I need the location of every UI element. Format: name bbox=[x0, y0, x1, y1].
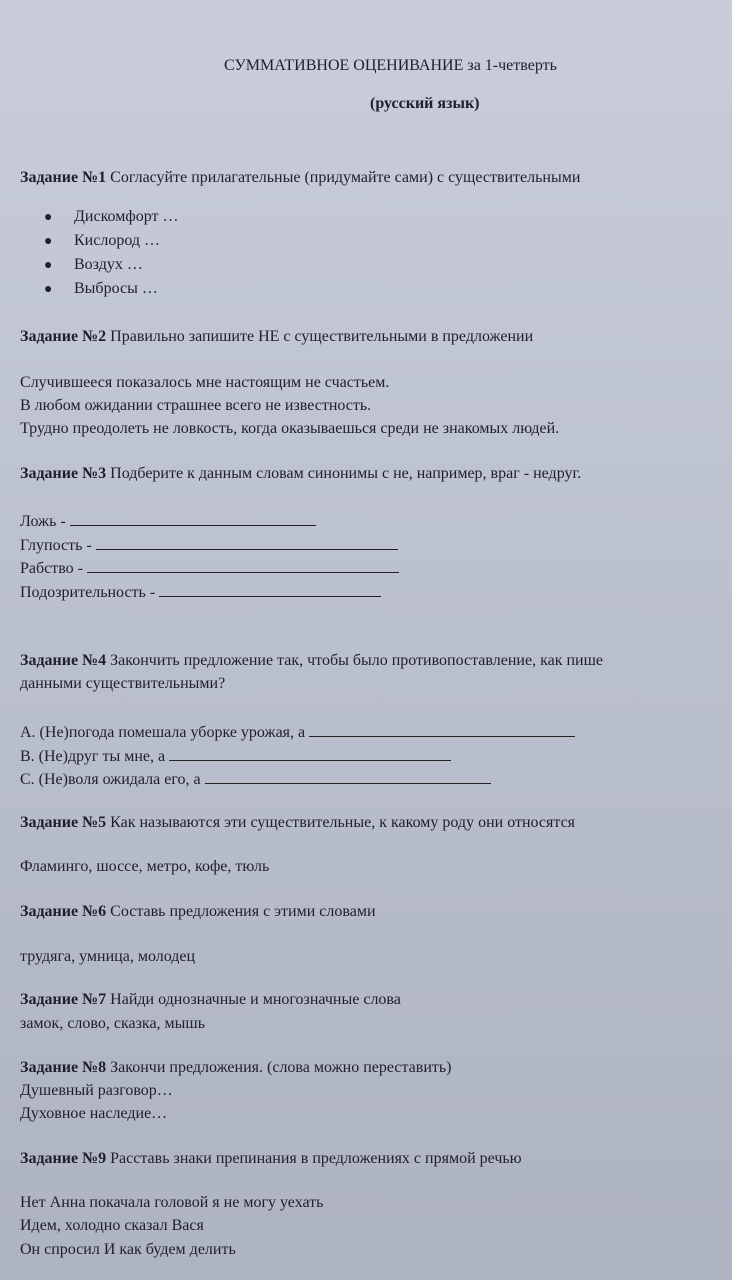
task-4-item-label: A. (Не)погода помешала уборке урожая, а bbox=[20, 724, 306, 741]
answer-blank[interactable] bbox=[159, 581, 381, 597]
task-9-text: Расставь знаки препинания в предложениях с прямой речью bbox=[110, 1150, 522, 1167]
task-5-words: Фламинго, шоссе, метро, кофе, тюль bbox=[20, 858, 270, 875]
task-3-item bbox=[20, 581, 381, 603]
answer-blank[interactable] bbox=[70, 510, 316, 526]
list-item-text: Выбросы … bbox=[74, 280, 158, 297]
list-item bbox=[44, 277, 179, 301]
task-4-number: Задание №4 bbox=[20, 652, 107, 669]
task-9-number: Задание №9 bbox=[20, 1150, 107, 1167]
task-4-heading bbox=[20, 651, 732, 671]
task-3-item bbox=[20, 510, 316, 532]
task-7-text: Найди однозначные и многозначные слова bbox=[110, 991, 401, 1008]
task-2-sentence: Случившееся показалось мне настоящим не счастьем. bbox=[20, 374, 390, 391]
task-8-text: Закончи предложения. (слова можно переставить) bbox=[110, 1059, 452, 1076]
task-2-text: Правильно запишите НЕ с существительными в предложении bbox=[110, 328, 534, 345]
task-7-heading bbox=[20, 990, 401, 1010]
task-4-item-label: C. (Не)воля ожидала его, а bbox=[20, 771, 201, 788]
task-1-bullet-list bbox=[44, 205, 179, 301]
answer-blank[interactable] bbox=[309, 721, 575, 737]
task-4-item-label: B. (Не)друг ты мне, а bbox=[20, 748, 166, 765]
task-2-sentence: Трудно преодолеть не ловкость, когда оказываешься среди не знакомых людей. bbox=[20, 420, 560, 437]
task-9-sentence: Он спросил И как будем делить bbox=[20, 1241, 236, 1258]
task-2-number: Задание №2 bbox=[20, 328, 107, 345]
list-item-text: Кислород … bbox=[74, 232, 160, 249]
task-1-text: Согласуйте прилагательные (придумайте сами) с существительными bbox=[110, 169, 581, 186]
task-8-phrase: Душевный разговор… bbox=[20, 1082, 173, 1099]
task-3-item-label: Глупость - bbox=[20, 537, 92, 554]
bullet-icon: ● bbox=[44, 234, 53, 249]
task-9-heading bbox=[20, 1149, 522, 1169]
task-5-text: Как называются эти существительные, к какому роду они относятся bbox=[110, 814, 576, 831]
task-5-number: Задание №5 bbox=[20, 814, 107, 831]
answer-blank[interactable] bbox=[169, 745, 451, 761]
list-item-text: Дискомфорт … bbox=[74, 208, 179, 225]
document-subtitle: (русский язык) bbox=[370, 95, 480, 112]
list-item bbox=[44, 205, 179, 229]
task-3-number: Задание №3 bbox=[20, 465, 107, 482]
task-6-heading bbox=[20, 902, 376, 922]
list-item bbox=[44, 229, 179, 253]
task-3-item-label: Рабство - bbox=[20, 560, 84, 577]
task-2-sentence: В любом ожидании страшнее всего не известность. bbox=[20, 397, 372, 414]
task-6-words: трудяга, умница, молодец bbox=[20, 948, 196, 965]
task-4-item bbox=[20, 745, 451, 767]
task-6-text: Составь предложения с этими словами bbox=[110, 903, 376, 920]
task-4-item bbox=[20, 721, 575, 743]
task-3-item-label: Подозрительность - bbox=[20, 584, 156, 601]
bullet-icon: ● bbox=[44, 210, 53, 225]
task-7-words: замок, слово, сказка, мышь bbox=[20, 1015, 206, 1032]
task-3-item bbox=[20, 557, 399, 579]
task-1-heading bbox=[20, 168, 580, 188]
task-3-item bbox=[20, 534, 398, 556]
list-item-text: Воздух … bbox=[74, 256, 143, 273]
task-4-text: Закончить предложение так, чтобы было противопоставление, как пише bbox=[110, 652, 604, 669]
task-2-heading bbox=[20, 327, 533, 347]
answer-blank[interactable] bbox=[205, 768, 491, 784]
task-8-heading bbox=[20, 1058, 452, 1078]
task-9-sentence: Идем, холодно сказал Вася bbox=[20, 1217, 204, 1234]
answer-blank[interactable] bbox=[96, 534, 398, 550]
task-4-text-continued: данными существительными? bbox=[20, 675, 226, 692]
task-3-item-label: Ложь - bbox=[20, 513, 66, 530]
task-3-text: Подберите к данным словам синонимы с не, например, враг - недруг. bbox=[110, 465, 582, 482]
task-8-phrase: Духовное наследие… bbox=[20, 1105, 168, 1122]
task-8-number: Задание №8 bbox=[20, 1059, 107, 1076]
task-9-sentence: Нет Анна покачала головой я не могу уехать bbox=[20, 1194, 324, 1211]
list-item bbox=[44, 253, 179, 277]
task-4-item bbox=[20, 768, 491, 790]
document-title: СУММАТИВНОЕ ОЦЕНИВАНИЕ за 1-четверть bbox=[224, 57, 557, 74]
task-3-heading bbox=[20, 464, 581, 484]
task-7-number: Задание №7 bbox=[20, 991, 107, 1008]
task-6-number: Задание №6 bbox=[20, 903, 107, 920]
answer-blank[interactable] bbox=[87, 557, 399, 573]
bullet-icon: ● bbox=[44, 258, 53, 273]
task-1-number: Задание №1 bbox=[20, 169, 107, 186]
task-5-heading bbox=[20, 813, 575, 833]
bullet-icon: ● bbox=[44, 282, 53, 297]
